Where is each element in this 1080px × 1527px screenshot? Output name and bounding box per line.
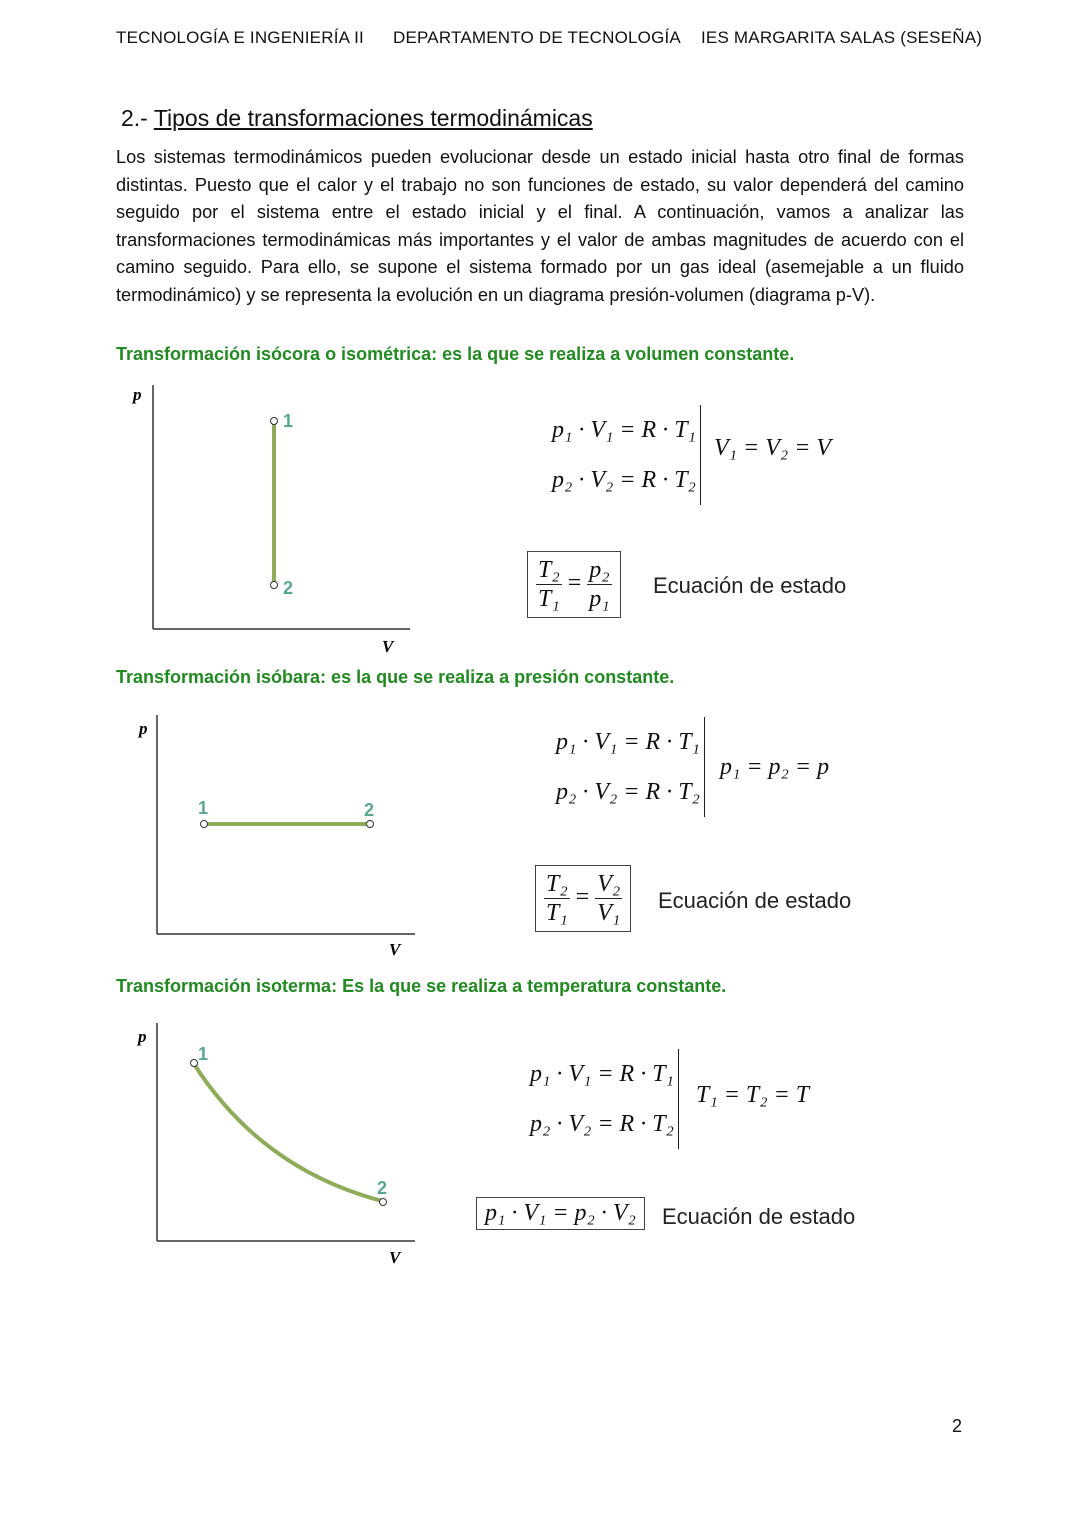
equals: = bbox=[575, 884, 590, 911]
isothermal-state-equation: p₁ · V₁ = p₂ · V₂ bbox=[476, 1197, 645, 1230]
isothermal-pv-diagram bbox=[125, 1018, 425, 1278]
section-title-text: Tipos de transformaciones termodinámicas bbox=[153, 105, 593, 131]
point-2-marker bbox=[367, 821, 374, 828]
isochoric-pv-diagram bbox=[120, 380, 420, 660]
section-number: 2.- bbox=[121, 105, 154, 131]
axis-label-v: V bbox=[389, 940, 401, 959]
header-school: IES MARGARITA SALAS (SESEÑA) bbox=[701, 28, 983, 47]
numerator: T₂ bbox=[538, 557, 560, 583]
isochoric-equation-system bbox=[552, 405, 701, 505]
point-2-label: 2 bbox=[364, 800, 375, 820]
point-2-marker bbox=[271, 582, 278, 589]
isobaric-condition: p₁ = p₂ = p bbox=[720, 754, 830, 780]
point-1-marker bbox=[191, 1060, 198, 1067]
isothermal-state-label: Ecuación de estado bbox=[662, 1204, 856, 1229]
isobaric-state-label: Ecuación de estado bbox=[658, 888, 852, 913]
equation-2: p₂ · V₂ = R · T₂ bbox=[530, 1111, 674, 1137]
point-1-label: 1 bbox=[283, 411, 294, 431]
isochoric-condition: V₁ = V₂ = V bbox=[714, 435, 832, 461]
header-subject: TECNOLOGÍA E INGENIERÍA II bbox=[116, 28, 364, 47]
point-1-marker bbox=[201, 821, 208, 828]
point-1-marker bbox=[271, 418, 278, 425]
denominator: p₁ bbox=[589, 586, 610, 612]
numerator: T₂ bbox=[546, 871, 568, 897]
section-title bbox=[121, 105, 593, 132]
isothermal-condition: T₁ = T₂ = T bbox=[696, 1082, 810, 1108]
numerator: p₂ bbox=[589, 557, 610, 583]
isobaric-equation-system bbox=[556, 717, 705, 817]
denominator: T₁ bbox=[546, 900, 568, 926]
axis-label-v: V bbox=[389, 1248, 401, 1267]
intro-paragraph: Los sistemas termodinámicos pueden evolucionar desde un estado inicial hasta otro final de formas distintas. Puesto que el calor y el trabajo no son funciones de estado, su valor dependerá del camino seguido por el sistema entre el estado inicial y el final. A continuación, vamos a analizar las transformaciones termodinámicas más importantes y el valor de ambas magnitudes de acuerdo con el camino seguido. Para ello, se supone el sistema formado por un gas ideal (asemejable a un fluido termodinámico) y se representa la evolución en un diagrama presión-volumen (diagrama p-V). bbox=[116, 147, 964, 305]
equation-1: p₁ · V₁ = R · T₁ bbox=[552, 417, 696, 443]
axis-label-p: p bbox=[133, 385, 142, 404]
equation-2: p₂ · V₂ = R · T₂ bbox=[556, 779, 700, 805]
header-department: DEPARTAMENTO DE TECNOLOGÍA bbox=[393, 28, 681, 47]
numerator: V₂ bbox=[597, 871, 621, 897]
equals: = bbox=[567, 570, 582, 597]
denominator: T₁ bbox=[538, 586, 560, 612]
isothermal-heading: Transformación isoterma: Es la que se realiza a temperatura constante. bbox=[116, 976, 727, 996]
point-1-label: 1 bbox=[198, 1044, 209, 1064]
isobaric-state-equation bbox=[535, 865, 631, 932]
axis-label-p: p bbox=[138, 1027, 147, 1046]
point-2-marker bbox=[380, 1199, 387, 1206]
isobaric-heading: Transformación isóbara: es la que se realiza a presión constante. bbox=[116, 667, 675, 687]
point-1-label: 1 bbox=[198, 798, 209, 818]
isochoric-heading: Transformación isócora o isométrica: es la que se realiza a volumen constante. bbox=[116, 344, 795, 364]
equation-1: p₁ · V₁ = R · T₁ bbox=[530, 1061, 674, 1087]
axis-label-v: V bbox=[382, 637, 394, 656]
isochoric-state-equation bbox=[527, 551, 621, 618]
isobaric-pv-diagram bbox=[125, 710, 425, 970]
point-2-label: 2 bbox=[377, 1178, 388, 1198]
isothermal-equation-system bbox=[530, 1049, 679, 1149]
equation-2: p₂ · V₂ = R · T₂ bbox=[552, 467, 696, 493]
page-number: 2 bbox=[952, 1416, 963, 1436]
point-2-label: 2 bbox=[283, 578, 294, 598]
equation-1: p₁ · V₁ = R · T₁ bbox=[556, 729, 700, 755]
denominator: V₁ bbox=[597, 900, 621, 926]
axis-label-p: p bbox=[139, 719, 148, 738]
isochoric-state-label: Ecuación de estado bbox=[653, 573, 847, 598]
isotherm-curve bbox=[194, 1064, 382, 1201]
